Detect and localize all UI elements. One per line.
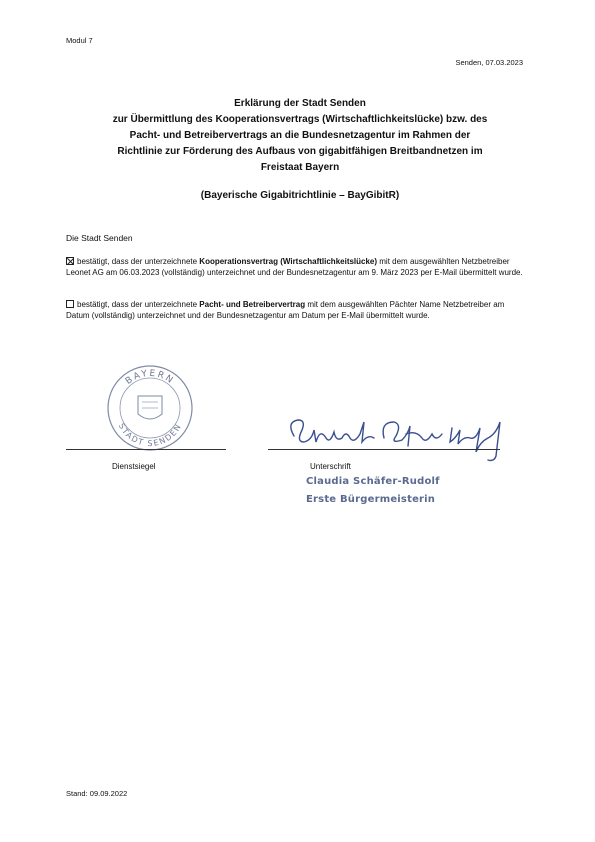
title-line-5: Freistaat Bayern — [260, 162, 340, 173]
svg-text:STADT SENDEN — [117, 422, 184, 448]
title-line-4: Richtlinie zur Förderung des Aufbaus von gigabitfähigen Breitbandnetzen im — [117, 146, 483, 157]
seal-caption: Dienstsiegel — [112, 462, 156, 471]
module-label: Modul 7 — [66, 36, 93, 45]
official-seal-stamp — [104, 362, 196, 454]
option2-text: mit dem ausgewählten Pächter Name Netzbetreiber am Datum (vollständig) unterzeichnet und der Bundesnetzagentur am Datum per E-Mail übermittelt wurde. — [66, 300, 505, 320]
option1-bold: Kooperationsvertrag (Wirtschaftlichkeitslücke) — [199, 257, 378, 266]
document-title — [70, 96, 530, 204]
title-line-3: Pacht- und Betreibervertrags an die Bundesnetzagentur im Rahmen der — [129, 130, 471, 141]
option1-prefix: bestätigt, dass der unterzeichnete — [77, 257, 200, 266]
handwritten-signature — [284, 408, 524, 468]
option2-prefix: bestätigt, dass der unterzeichnete — [77, 300, 200, 309]
option-pachtvertrag — [66, 299, 528, 321]
title-line-1: Erklärung der Stadt Senden — [234, 98, 366, 109]
option2-bold: Pacht- und Betreibervertrag — [199, 300, 306, 309]
option1-text: mit dem ausgewählten Netzbetreiber Leonet AG am 06.03.2023 (vollständig) unterzeichnet und der Bundesnetzagentur am 9. März 2023 per E-Mail übermittelt wurde. — [66, 257, 523, 277]
stamp-top-text: BAYERN — [123, 368, 176, 387]
signer-name-stamp: Claudia Schäfer-Rudolf — [306, 476, 440, 487]
checked-checkbox[interactable] — [66, 257, 74, 265]
svg-text:BAYERN — [124, 369, 176, 387]
unchecked-checkbox[interactable] — [66, 300, 74, 308]
document-date: Senden, 07.03.2023 — [455, 58, 523, 67]
footer-stand: Stand: 09.09.2022 — [66, 789, 128, 798]
stadt-label: Die Stadt Senden — [66, 233, 133, 243]
seal-line — [66, 449, 226, 450]
option-kooperationsvertrag — [66, 256, 528, 278]
signer-title-stamp: Erste Bürgermeisterin — [306, 494, 436, 505]
signature-line — [268, 449, 500, 450]
title-line-2: zur Übermittlung des Kooperationsvertrags (Wirtschaftlichkeitslücke) bzw. des — [112, 114, 488, 125]
stamp-bottom-text: STADT SENDEN — [116, 421, 184, 449]
signature-caption: Unterschrift — [310, 462, 351, 471]
title-subtitle: (Bayerische Gigabitrichtlinie – BayGibitR) — [200, 190, 400, 201]
